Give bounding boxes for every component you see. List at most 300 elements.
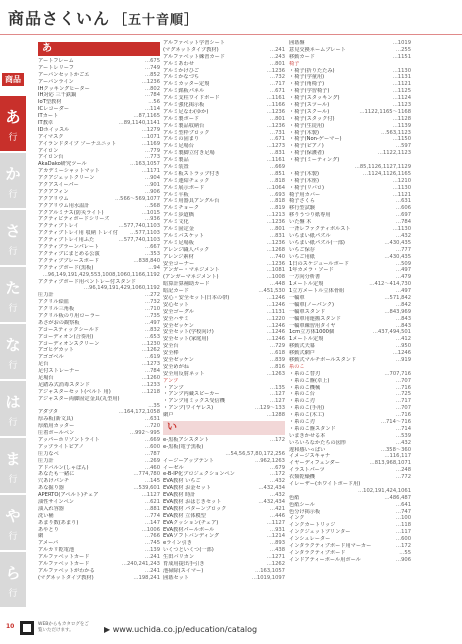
index-entry[interactable]	[38, 279, 160, 286]
index-entry[interactable]	[38, 499, 160, 506]
index-entry[interactable]	[289, 412, 411, 419]
index-entry[interactable]	[289, 391, 411, 398]
entry-pages	[283, 378, 285, 385]
index-entry[interactable]	[38, 189, 160, 196]
index-entry[interactable]	[289, 198, 411, 205]
index-entry[interactable]	[38, 161, 160, 168]
tab-label: た	[5, 279, 21, 297]
index-entry[interactable]	[38, 368, 160, 375]
index-entry[interactable]	[163, 143, 285, 150]
index-entry[interactable]	[289, 378, 411, 385]
entry-pages: …671	[269, 88, 285, 95]
index-entry[interactable]	[289, 205, 411, 212]
index-entry[interactable]	[289, 40, 411, 47]
index-entry[interactable]	[163, 295, 285, 302]
tab-3[interactable]	[0, 210, 26, 266]
index-entry[interactable]	[163, 412, 285, 419]
index-entry[interactable]	[163, 533, 285, 540]
index-entry[interactable]	[289, 212, 411, 219]
index-entry[interactable]	[289, 467, 411, 474]
index-entry[interactable]	[38, 320, 160, 327]
index-entry[interactable]	[38, 354, 160, 361]
index-entry[interactable]	[289, 157, 411, 164]
index-entry[interactable]	[38, 285, 160, 292]
index-entry[interactable]	[163, 185, 285, 192]
index-entry[interactable]	[38, 554, 160, 561]
entry-name: アルミ型枠ブロック	[163, 129, 210, 136]
index-entry[interactable]	[289, 515, 411, 522]
index-entry[interactable]	[289, 247, 411, 254]
index-entry[interactable]	[163, 116, 285, 123]
index-entry[interactable]	[38, 210, 160, 217]
index-entry[interactable]	[163, 561, 285, 568]
index-entry[interactable]	[163, 254, 285, 261]
index-entry[interactable]	[289, 385, 411, 392]
index-entry[interactable]	[163, 302, 285, 309]
index-entry[interactable]	[163, 398, 285, 405]
index-entry[interactable]	[38, 113, 160, 120]
index-entry[interactable]	[289, 329, 411, 336]
index-entry[interactable]	[289, 143, 411, 150]
index-entry[interactable]	[163, 527, 285, 534]
index-entry[interactable]	[289, 550, 411, 557]
entry-pages: …1236	[141, 78, 160, 85]
index-entry[interactable]	[38, 458, 160, 465]
index-entry[interactable]	[289, 447, 411, 454]
index-entry[interactable]	[289, 171, 411, 178]
index-entry[interactable]	[38, 506, 160, 513]
index-entry[interactable]	[38, 216, 160, 223]
index-entry[interactable]	[38, 182, 160, 189]
index-entry[interactable]	[163, 47, 285, 54]
index-entry[interactable]	[289, 336, 411, 343]
qr-code-icon[interactable]	[20, 621, 34, 635]
index-entry[interactable]	[38, 292, 160, 299]
index-entry[interactable]	[38, 99, 160, 106]
index-entry[interactable]	[289, 509, 411, 516]
tab-9[interactable]	[0, 552, 26, 608]
index-entry[interactable]	[163, 233, 285, 240]
index-entry[interactable]	[38, 382, 160, 389]
index-entry[interactable]	[289, 453, 411, 460]
entry-pages: …818	[269, 198, 285, 205]
index-entry[interactable]	[163, 150, 285, 157]
index-entry[interactable]	[38, 375, 160, 382]
index-entry[interactable]	[289, 357, 411, 364]
index-entry[interactable]	[38, 120, 160, 127]
index-entry[interactable]	[289, 295, 411, 302]
index-entry[interactable]	[163, 205, 285, 212]
index-entry[interactable]	[289, 178, 411, 185]
index-entry[interactable]	[38, 437, 160, 444]
index-entry[interactable]	[38, 148, 160, 155]
index-entry[interactable]	[38, 168, 160, 175]
index-entry[interactable]	[163, 212, 285, 219]
entry-pages: …1220	[266, 315, 285, 322]
index-entry[interactable]	[163, 329, 285, 336]
index-entry[interactable]	[38, 347, 160, 354]
index-entry[interactable]	[163, 109, 285, 116]
index-entry[interactable]	[289, 309, 411, 316]
entry-pages	[409, 364, 411, 371]
index-entry[interactable]	[163, 240, 285, 247]
entry-pages: …1213	[266, 212, 285, 219]
entry-name: アルミ製品収納台	[163, 122, 205, 129]
tab-1[interactable]	[0, 96, 26, 152]
index-entry[interactable]	[163, 95, 285, 102]
tab-7[interactable]	[0, 438, 26, 494]
index-entry[interactable]	[163, 357, 285, 364]
index-entry[interactable]	[163, 343, 285, 350]
entry-pages: …619	[144, 354, 160, 361]
entry-name: e-B-IP化プロジェクションペン	[163, 471, 235, 478]
catalog-url-link[interactable]: ▶ www.uchida.co.jp/education/catalog	[104, 625, 258, 634]
index-entry[interactable]	[38, 575, 160, 582]
entry-name: (マグネットタイプ教材)	[38, 574, 94, 581]
index-entry[interactable]	[38, 451, 160, 458]
index-entry[interactable]	[38, 244, 160, 251]
index-entry[interactable]	[163, 444, 285, 451]
entry-pages: …255	[395, 46, 411, 53]
index-entry[interactable]	[163, 157, 285, 164]
index-entry[interactable]	[38, 547, 160, 554]
index-entry[interactable]	[163, 513, 285, 520]
index-entry[interactable]	[289, 536, 411, 543]
index-entry[interactable]	[38, 299, 160, 306]
index-entry[interactable]	[289, 371, 411, 378]
index-entry[interactable]	[38, 272, 160, 279]
index-entry[interactable]	[289, 61, 411, 68]
entry-name: アルカリ乾電池	[38, 547, 75, 554]
index-entry[interactable]	[38, 223, 160, 230]
index-entry[interactable]	[289, 116, 411, 123]
index-entry[interactable]	[163, 123, 285, 130]
entry-name: ・アンプ内蔵スピーカー	[163, 391, 220, 398]
index-entry[interactable]	[163, 316, 285, 323]
entry-name: いくつといくつ(一部)	[163, 547, 214, 554]
index-entry[interactable]	[289, 460, 411, 467]
entry-pages	[283, 444, 285, 451]
index-entry[interactable]	[38, 416, 160, 423]
index-entry[interactable]	[163, 81, 285, 88]
entry-name: IoT型教材	[38, 99, 62, 106]
index-entry[interactable]	[38, 196, 160, 203]
entry-pages: …198,241	[133, 574, 160, 581]
index-entry[interactable]	[163, 458, 285, 465]
index-entry[interactable]	[38, 403, 160, 410]
index-entry[interactable]	[289, 88, 411, 95]
index-entry[interactable]	[163, 40, 285, 47]
index-entry[interactable]	[289, 130, 411, 137]
index-entry[interactable]	[289, 426, 411, 433]
index-entry[interactable]	[163, 554, 285, 561]
entry-name: 圧力なべ	[38, 450, 59, 457]
page-number: 10	[6, 623, 15, 630]
index-entry[interactable]	[38, 79, 160, 86]
index-entry[interactable]	[289, 474, 411, 481]
tab-gyo: 行	[8, 418, 18, 428]
index-entry[interactable]	[38, 568, 160, 575]
index-entry[interactable]	[38, 58, 160, 65]
entry-pages: …774,780	[133, 471, 160, 478]
index-entry[interactable]	[289, 364, 411, 371]
index-entry[interactable]	[38, 65, 160, 72]
index-entry[interactable]	[38, 527, 160, 534]
index-entry[interactable]	[289, 316, 411, 323]
entry-name: アルミ強化掲示板	[163, 102, 205, 109]
index-entry[interactable]	[163, 247, 285, 254]
index-entry[interactable]	[38, 540, 160, 547]
index-entry[interactable]	[163, 405, 285, 412]
index-entry[interactable]	[163, 164, 285, 171]
entry-pages: …819	[269, 205, 285, 212]
index-entry[interactable]	[289, 522, 411, 529]
index-entry[interactable]	[163, 178, 285, 185]
index-entry[interactable]	[38, 520, 160, 527]
index-entry[interactable]	[163, 471, 285, 478]
entry-pages: …600	[395, 536, 411, 543]
index-entry[interactable]	[38, 237, 160, 244]
entry-pages: …747	[395, 508, 411, 515]
index-entry[interactable]	[38, 175, 160, 182]
index-entry[interactable]	[38, 306, 160, 313]
index-entry[interactable]	[38, 203, 160, 210]
tab-2[interactable]	[0, 153, 26, 209]
index-entry[interactable]	[163, 288, 285, 295]
index-entry[interactable]	[38, 334, 160, 341]
index-entry[interactable]	[289, 529, 411, 536]
entry-name: いちまい紙パズル(一部)	[289, 239, 345, 246]
index-entry[interactable]	[289, 254, 411, 261]
index-entry[interactable]	[38, 430, 160, 437]
index-entry[interactable]	[38, 230, 160, 237]
index-entry[interactable]	[38, 361, 160, 368]
index-entry[interactable]	[38, 313, 160, 320]
entry-pages: …725	[395, 391, 411, 398]
index-entry[interactable]	[289, 481, 411, 488]
entry-pages: …801	[269, 226, 285, 233]
entry-pages: …269	[144, 457, 160, 464]
index-entry[interactable]	[163, 478, 285, 485]
index-entry[interactable]	[289, 68, 411, 75]
entry-pages: …89,1140,1141	[118, 120, 160, 127]
entry-name: ・椅子(学童用)	[289, 74, 325, 81]
entry-pages: …707	[395, 405, 411, 412]
index-entry[interactable]	[289, 109, 411, 116]
index-entry[interactable]	[163, 74, 285, 81]
entry-pages: …693	[269, 191, 285, 198]
index-entry[interactable]	[38, 72, 160, 79]
index-entry[interactable]	[163, 547, 285, 554]
index-entry[interactable]	[38, 341, 160, 348]
index-entry[interactable]	[163, 336, 285, 343]
index-entry[interactable]	[38, 478, 160, 485]
entry-name: インクカートリッジ	[289, 522, 336, 529]
tab-4[interactable]	[0, 267, 26, 323]
index-entry[interactable]	[163, 350, 285, 357]
index-entry[interactable]	[289, 288, 411, 295]
index-entry[interactable]	[289, 192, 411, 199]
index-entry[interactable]	[289, 233, 411, 240]
index-entry[interactable]	[163, 465, 285, 472]
tab-6[interactable]	[0, 381, 26, 437]
footer-note: WEBからもカタログをご覧いただけます。	[38, 622, 89, 633]
index-entry[interactable]	[163, 568, 285, 575]
index-entry[interactable]	[163, 451, 285, 458]
index-entry[interactable]	[163, 506, 285, 513]
entry-pages: …54,56,57,80,172,256	[225, 450, 285, 457]
entry-pages: …717	[395, 398, 411, 405]
index-entry[interactable]	[289, 267, 411, 274]
entry-name: アクアスイーパー	[38, 182, 79, 189]
index-entry[interactable]	[38, 86, 160, 93]
index-entry[interactable]	[163, 219, 285, 226]
index-entry[interactable]	[163, 492, 285, 499]
index-entry[interactable]	[38, 513, 160, 520]
index-entry[interactable]	[289, 502, 411, 509]
entry-name: ・糸のこ盤スタンド	[289, 425, 336, 432]
index-entry[interactable]	[38, 92, 160, 99]
index-entry[interactable]	[163, 68, 285, 75]
entry-name: 一輪車練習用タイヤ	[289, 322, 336, 329]
index-entry[interactable]	[38, 471, 160, 478]
index-entry[interactable]	[289, 419, 411, 426]
index-entry[interactable]	[289, 343, 411, 350]
page-footer	[0, 612, 462, 644]
catalog-url[interactable]: www.uchida.co.jp/education/catalog	[112, 625, 258, 634]
index-entry[interactable]	[289, 350, 411, 357]
index-entry[interactable]	[163, 136, 285, 143]
index-entry[interactable]	[289, 95, 411, 102]
index-entry[interactable]	[163, 499, 285, 506]
index-entry[interactable]	[289, 440, 411, 447]
index-entry[interactable]	[163, 261, 285, 268]
index-entry[interactable]	[289, 543, 411, 550]
index-entry[interactable]	[38, 154, 160, 161]
entry-name: 色分け掲示板	[289, 508, 321, 515]
index-entry[interactable]	[289, 123, 411, 130]
index-entry[interactable]	[289, 488, 411, 495]
index-entry[interactable]	[163, 171, 285, 178]
index-entry[interactable]	[163, 192, 285, 199]
index-entry[interactable]	[163, 485, 285, 492]
index-entry[interactable]	[38, 134, 160, 141]
index-entry[interactable]	[289, 185, 411, 192]
index-entry[interactable]	[289, 164, 411, 171]
index-entry[interactable]	[289, 261, 411, 268]
index-entry[interactable]	[38, 396, 160, 403]
entry-pages: …1131	[266, 308, 285, 315]
index-entry[interactable]	[163, 198, 285, 205]
entry-pages: …1124,1126,1165	[362, 170, 411, 177]
entry-pages: …1246	[266, 294, 285, 301]
index-entry[interactable]	[38, 485, 160, 492]
index-entry[interactable]	[289, 323, 411, 330]
index-entry[interactable]	[289, 102, 411, 109]
index-entry[interactable]	[163, 130, 285, 137]
tab-8[interactable]	[0, 495, 26, 551]
index-entry[interactable]	[163, 437, 285, 444]
tab-5[interactable]	[0, 324, 26, 380]
index-entry[interactable]	[289, 274, 411, 281]
index-entry[interactable]	[289, 74, 411, 81]
index-entry[interactable]	[38, 409, 160, 416]
index-entry[interactable]	[289, 433, 411, 440]
index-entry[interactable]	[38, 444, 160, 451]
index-entry[interactable]	[289, 302, 411, 309]
index-entry[interactable]	[163, 371, 285, 378]
index-entry[interactable]	[289, 495, 411, 502]
index-entry[interactable]	[38, 533, 160, 540]
index-entry[interactable]	[163, 267, 285, 274]
entry-name: 足場台	[38, 374, 54, 381]
index-entry[interactable]	[38, 127, 160, 134]
entry-name: 色紙	[289, 494, 300, 501]
index-entry[interactable]	[289, 240, 411, 247]
index-entry[interactable]	[163, 323, 285, 330]
index-entry[interactable]	[289, 136, 411, 143]
index-entry[interactable]	[289, 281, 411, 288]
index-entry[interactable]	[163, 309, 285, 316]
index-entry[interactable]	[289, 150, 411, 157]
index-entry[interactable]	[38, 389, 160, 396]
index-entry[interactable]	[38, 465, 160, 472]
index-entry[interactable]	[163, 520, 285, 527]
index-entry[interactable]	[289, 398, 411, 405]
index-entry[interactable]	[163, 540, 285, 547]
index-entry[interactable]	[38, 251, 160, 258]
index-entry[interactable]	[289, 47, 411, 54]
index-entry[interactable]	[38, 265, 160, 272]
entry-pages: …1246	[392, 350, 411, 357]
entry-name: アカデミーシャットマット	[38, 168, 100, 175]
index-entry[interactable]	[163, 364, 285, 371]
index-entry[interactable]	[38, 141, 160, 148]
index-entry[interactable]	[38, 492, 160, 499]
index-entry[interactable]	[289, 81, 411, 88]
index-entry[interactable]	[163, 274, 285, 281]
entry-name: いまきかせる本	[289, 432, 326, 439]
index-entry[interactable]	[38, 423, 160, 430]
entry-name: eライン引き	[163, 540, 192, 547]
entry-name: あまり数(あまり)	[38, 519, 79, 526]
index-entry[interactable]	[289, 405, 411, 412]
entry-name: IH対応 三千鉄鍋	[38, 92, 77, 99]
index-entry[interactable]	[163, 391, 285, 398]
index-entry[interactable]	[163, 102, 285, 109]
entry-pages: …102,191,424,1061	[357, 487, 411, 494]
index-entry[interactable]	[38, 561, 160, 568]
index-entry[interactable]	[163, 226, 285, 233]
index-entry[interactable]	[289, 226, 411, 233]
index-entry[interactable]	[163, 61, 285, 68]
index-entry[interactable]	[38, 327, 160, 334]
index-entry[interactable]	[163, 378, 285, 385]
index-entry[interactable]	[289, 219, 411, 226]
index-entry[interactable]	[163, 575, 285, 582]
index-entry[interactable]	[289, 557, 411, 564]
index-entry[interactable]	[289, 54, 411, 61]
index-entry[interactable]	[163, 385, 285, 392]
index-entry[interactable]	[163, 54, 285, 61]
entry-pages: …1161	[266, 95, 285, 102]
index-entry[interactable]	[163, 281, 285, 288]
index-entry[interactable]	[38, 258, 160, 265]
entry-pages: …881	[144, 505, 160, 512]
entry-name: 圧力計	[38, 292, 54, 299]
index-entry[interactable]	[38, 106, 160, 113]
index-entry[interactable]	[163, 88, 285, 95]
